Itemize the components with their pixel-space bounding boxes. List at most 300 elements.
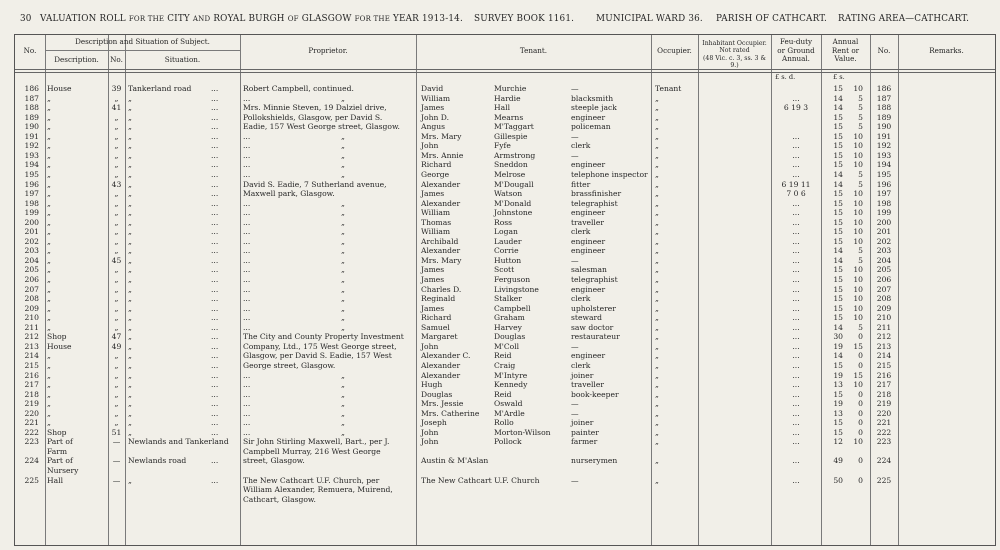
entry-rent-shillings: 5 — [858, 93, 863, 103]
entry-rent-pounds: 19 — [833, 370, 843, 380]
entry-proprietor: ... — [243, 265, 251, 275]
entry-feu-duty: ... — [792, 169, 800, 179]
entry-proprietor-ditto: „ — [341, 93, 345, 103]
entry-proprietor: ... — [243, 198, 251, 208]
entry-proprietor: George street, Glasgow. — [243, 360, 336, 370]
entry-feu-duty: ... — [792, 236, 800, 246]
entry-tenant-first: James — [421, 265, 445, 275]
entry-rent-shillings: 5 — [858, 322, 863, 332]
entry-leader: ... — [211, 93, 219, 103]
entry-tenant-first: Thomas — [421, 217, 452, 227]
entry-feu-duty: ... — [792, 275, 800, 284]
table-row — [15, 237, 995, 246]
entry-description: „ — [47, 160, 51, 170]
entry-proprietor: William Alexander, Remuera, Muirend, — [243, 485, 393, 495]
entry-feu-duty: ... — [792, 93, 800, 103]
entry-number: „ — [114, 160, 119, 170]
entry-situation: „ — [128, 475, 132, 485]
entry-number: „ — [114, 313, 119, 323]
entry-feu-duty: ... — [792, 208, 800, 218]
entry-leader: ... — [211, 275, 219, 284]
entry-occupier: „ — [655, 399, 659, 409]
entry-no: 192 — [24, 141, 39, 151]
entry-leader: ... — [211, 255, 219, 265]
entry-tenant-surname: Melrose — [494, 169, 526, 179]
entry-tenant-surname: M'Donald — [494, 198, 532, 208]
entry-no-right: 224 — [876, 456, 892, 466]
entry-no: 189 — [24, 112, 39, 122]
entry-feu-duty: ... — [792, 408, 800, 418]
entry-situation: Tankerland road — [128, 84, 192, 93]
entry-situation: „ — [128, 370, 132, 380]
entry-rent-shillings: 0 — [858, 360, 863, 370]
table-row — [15, 218, 995, 227]
entry-no: 203 — [24, 246, 39, 256]
entry-occupation: book-keeper — [571, 389, 619, 399]
entry-occupier: „ — [655, 198, 659, 208]
entry-no: 208 — [24, 294, 39, 304]
entry-occupation: upholsterer — [571, 303, 616, 313]
entry-no: 225 — [24, 475, 39, 485]
col-no: No. — [23, 46, 37, 55]
entry-description: „ — [47, 380, 51, 390]
entry-occupier: „ — [655, 122, 659, 132]
entry-occupation: steward — [571, 313, 602, 323]
entry-occupation: joiner — [571, 418, 594, 428]
entry-tenant-surname: Hutton — [494, 255, 522, 265]
entry-proprietor: ... — [243, 169, 251, 179]
entry-tenant-first: Alexander — [421, 370, 461, 380]
entry-tenant-surname: Ferguson — [494, 275, 531, 284]
table-row — [15, 456, 995, 465]
entry-no: 212 — [24, 332, 39, 342]
entry-feu-duty: ... — [792, 351, 800, 361]
entry-occupier: „ — [655, 408, 659, 418]
entry-feu-duty: ... — [792, 246, 800, 256]
entry-number: „ — [114, 303, 119, 313]
entry-leader: ... — [211, 399, 219, 409]
entry-proprietor: ... — [243, 255, 251, 265]
entry-description: „ — [47, 418, 51, 428]
entry-rent-pounds: 14 — [833, 322, 843, 332]
entry-rent-shillings: 10 — [853, 198, 863, 208]
entry-feu-duty: ... — [792, 303, 800, 313]
entry-proprietor-ditto: „ — [341, 141, 345, 151]
entry-no-right: 223 — [876, 437, 892, 447]
entry-number: „ — [114, 322, 119, 332]
entry-feu-duty: ... — [792, 284, 800, 294]
entry-proprietor: ... — [243, 427, 251, 437]
entry-rent-pounds: 14 — [833, 103, 843, 113]
entry-no-right: 209 — [876, 303, 892, 313]
entry-situation: „ — [128, 112, 132, 122]
table-row — [15, 84, 995, 93]
entry-rent-pounds: 30 — [833, 332, 843, 342]
entry-rent-shillings: 5 — [858, 255, 863, 265]
entry-leader: ... — [211, 360, 219, 370]
entry-description: „ — [47, 255, 51, 265]
valuation-table — [14, 34, 996, 546]
entry-tenant-first: Alexander — [421, 246, 461, 256]
entry-rent-shillings: 10 — [853, 227, 863, 237]
entry-number: 45 — [111, 255, 122, 265]
entry-rent-shillings: 5 — [858, 246, 863, 256]
entry-tenant-surname: Murchie — [494, 84, 527, 93]
entry-no-right: 192 — [876, 141, 892, 151]
entry-no: 221 — [24, 418, 39, 428]
entry-rent-pounds: 15 — [833, 427, 843, 437]
entry-proprietor-ditto: „ — [341, 370, 345, 380]
municipal-ward: MUNICIPAL WARD 36. — [596, 14, 703, 24]
entry-rent-pounds: 50 — [833, 475, 843, 485]
entry-occupation: engineer — [571, 284, 606, 294]
entry-tenant-surname: Sneddon — [494, 160, 528, 170]
entry-leader: ... — [211, 380, 219, 390]
entry-no-right: 204 — [876, 255, 892, 265]
entry-occupation: engineer — [571, 112, 606, 122]
entry-proprietor: ... — [243, 418, 251, 428]
col-group-description: Description and Situation of Subject. — [75, 37, 210, 46]
entry-leader: ... — [211, 351, 219, 361]
entry-rent-shillings: 0 — [858, 332, 863, 342]
entry-no-right: 198 — [876, 198, 892, 208]
entry-occupier: „ — [655, 389, 659, 399]
entry-proprietor-ditto: „ — [341, 198, 345, 208]
entry-occupation: — — [571, 84, 579, 93]
table-row — [15, 390, 995, 399]
entry-no-right: 203 — [876, 246, 892, 256]
entry-situation: „ — [128, 227, 132, 237]
entry-tenant-surname: Logan — [494, 227, 518, 237]
table-row — [15, 476, 995, 485]
entry-no-right: 214 — [876, 351, 892, 361]
entry-tenant-surname: Scott — [494, 265, 515, 275]
table-row — [15, 189, 995, 198]
entry-occupier: „ — [655, 236, 659, 246]
entry-no-right: 201 — [876, 227, 892, 237]
entry-proprietor: ... — [243, 236, 251, 246]
entry-feu-duty: ... — [792, 294, 800, 304]
entry-occupation: — — [571, 255, 579, 265]
entry-situation: „ — [128, 322, 132, 332]
entry-occupier: „ — [655, 246, 659, 256]
entry-number: 43 — [111, 179, 122, 189]
entry-rent-pounds: 19 — [833, 341, 843, 351]
entry-situation: „ — [128, 275, 132, 284]
entry-description: „ — [47, 122, 51, 132]
entry-occupier: „ — [655, 475, 659, 485]
entry-no: 222 — [24, 427, 39, 437]
table-row — [15, 304, 995, 313]
entry-no: 204 — [24, 255, 39, 265]
entry-proprietor: ... — [243, 303, 251, 313]
entry-no: 213 — [24, 341, 39, 351]
entry-occupation: engineer — [571, 351, 606, 361]
entry-situation: „ — [128, 246, 132, 256]
entry-number: „ — [114, 93, 119, 103]
entry-no-right: 199 — [876, 208, 892, 218]
entry-feu-duty: ... — [792, 198, 800, 208]
entry-number: „ — [114, 380, 119, 390]
entry-leader: ... — [211, 418, 219, 428]
entry-no-right: 225 — [876, 475, 892, 485]
entry-situation: „ — [128, 179, 132, 189]
entry-occupier: „ — [655, 351, 659, 361]
entry-proprietor: Company, Ltd., 175 West George street, — [243, 341, 397, 351]
entry-proprietor: ... — [243, 322, 251, 332]
entry-proprietor-ditto: „ — [341, 265, 345, 275]
entry-no-right: 210 — [876, 313, 892, 323]
entry-description: „ — [47, 198, 51, 208]
entry-rent-pounds: 19 — [833, 399, 843, 409]
entry-number: „ — [114, 389, 119, 399]
entry-leader: ... — [211, 303, 219, 313]
entry-rent-shillings: 10 — [853, 303, 863, 313]
entry-rent-shillings: 10 — [853, 236, 863, 246]
table-row — [15, 208, 995, 217]
entry-description: „ — [47, 131, 51, 141]
entry-no: 198 — [24, 198, 39, 208]
entry-description: Part of — [47, 456, 73, 466]
table-row — [15, 275, 995, 284]
entry-proprietor: ... — [243, 227, 251, 237]
entry-occupation: clerk — [571, 141, 591, 151]
entry-no-right: 196 — [876, 179, 892, 189]
entry-rent-pounds: 15 — [833, 284, 843, 294]
entry-no: 196 — [24, 179, 39, 189]
entry-rent-shillings: 0 — [858, 418, 863, 428]
entry-occupation: engineer — [571, 160, 606, 170]
entry-no-right: 191 — [876, 131, 892, 141]
entry-tenant-first: The New Cathcart U.F. Church — [421, 475, 540, 485]
entry-tenant-first: Douglas — [421, 389, 453, 399]
entry-proprietor-ditto: „ — [341, 236, 345, 246]
entry-description: „ — [47, 370, 51, 380]
entry-tenant-first: George — [421, 169, 450, 179]
entry-number: 39 — [111, 84, 122, 93]
entry-tenant-surname: Oswald — [494, 399, 523, 409]
entry-rent-shillings: 0 — [858, 456, 863, 466]
entry-number: „ — [114, 370, 119, 380]
entry-situation: „ — [128, 351, 132, 361]
entry-tenant-first: Samuel — [421, 322, 450, 332]
entry-tenant-first: Angus — [421, 122, 446, 132]
entry-occupation: steeple jack — [571, 103, 617, 113]
entry-tenant-first: Charles D. — [421, 284, 462, 294]
entry-tenant-first: Reginald — [421, 294, 456, 304]
entry-tenant-first: Richard — [421, 313, 452, 323]
entry-rent-shillings: 10 — [853, 284, 863, 294]
entry-occupier: „ — [655, 313, 659, 323]
entry-occupation: nurserymen — [571, 456, 618, 466]
entry-rent-pounds: 15 — [833, 303, 843, 313]
entry-tenant-surname: Kennedy — [494, 380, 528, 390]
entry-tenant-first: John — [421, 341, 439, 351]
entry-tenant-surname: M'Coll — [494, 341, 520, 351]
entry-feu-duty: ... — [792, 332, 800, 342]
entry-feu-duty: 6 19 3 — [783, 103, 809, 113]
table-row — [15, 342, 995, 351]
entry-rent-pounds: 15 — [833, 131, 843, 141]
entry-occupation: — — [571, 408, 579, 418]
entry-tenant-surname: Gillespie — [494, 131, 528, 141]
entry-tenant-surname: Watson — [494, 189, 523, 199]
entry-no: 215 — [24, 360, 39, 370]
entry-proprietor: ... — [243, 150, 251, 160]
entry-proprietor: Eadie, 157 West George street, Glasgow. — [243, 122, 400, 132]
entry-occupation: restaurateur — [571, 332, 620, 342]
survey-book: SURVEY BOOK 1161. — [474, 14, 575, 24]
entry-rent-pounds: 15 — [833, 122, 843, 132]
entry-leader: ... — [211, 217, 219, 227]
table-row — [15, 227, 995, 236]
table-row — [15, 418, 995, 427]
entry-occupier: „ — [655, 103, 659, 113]
entry-tenant-first: William — [421, 208, 451, 218]
entry-tenant-first: Hugh — [421, 380, 443, 390]
entry-number: „ — [114, 131, 119, 141]
entry-occupation: joiner — [571, 370, 594, 380]
entry-no: 220 — [24, 408, 39, 418]
entry-occupation: — — [571, 341, 579, 351]
table-row — [15, 141, 995, 150]
entry-no-right: 197 — [876, 189, 892, 199]
entry-tenant-surname: Fyfe — [494, 141, 511, 151]
entry-tenant-surname: Mearns — [494, 112, 524, 122]
entry-occupation: clerk — [571, 294, 591, 304]
entry-situation: „ — [128, 408, 132, 418]
entry-leader: ... — [211, 150, 219, 160]
table-row — [15, 160, 995, 169]
entry-proprietor-ditto: „ — [341, 255, 345, 265]
entry-tenant-first: Alexander — [421, 179, 461, 189]
entry-proprietor: The City and County Property Investment — [243, 332, 404, 342]
table-row — [15, 170, 995, 179]
entry-leader: ... — [211, 160, 219, 170]
entry-rent-pounds: 15 — [833, 112, 843, 122]
entry-occupation: painter — [571, 427, 599, 437]
entry-proprietor: The New Cathcart U.F. Church, per — [243, 475, 380, 485]
entry-tenant-first: Mrs. Annie — [421, 150, 464, 160]
entry-occupier: „ — [655, 208, 659, 218]
entry-no-right: 188 — [876, 103, 892, 113]
entry-occupier: „ — [655, 217, 659, 227]
entry-situation: „ — [128, 265, 132, 275]
entry-description: „ — [47, 265, 51, 275]
col-feu-duty: Feu-duty or Ground Annual. — [777, 37, 815, 64]
entry-tenant-first: Alexander — [421, 198, 461, 208]
entry-tenant-first: Mrs. Mary — [421, 255, 462, 265]
entry-occupier: „ — [655, 456, 659, 466]
entry-situation: „ — [128, 380, 132, 390]
col-proprietor: Proprietor. — [308, 46, 348, 55]
entry-tenant-surname: M'Ardle — [494, 408, 525, 418]
entry-occupation: engineer — [571, 208, 606, 218]
entry-proprietor-ditto: „ — [341, 284, 345, 294]
entry-situation: „ — [128, 189, 132, 199]
entry-no: 188 — [24, 103, 39, 113]
entry-no-right: 216 — [876, 370, 892, 380]
entry-tenant-surname: Armstrong — [494, 150, 536, 160]
entry-occupier: „ — [655, 265, 659, 275]
entry-no-right: 220 — [876, 408, 892, 418]
entry-proprietor-ditto: „ — [341, 303, 345, 313]
entry-proprietor: ... — [243, 284, 251, 294]
entry-leader: ... — [211, 84, 219, 93]
entry-leader: ... — [211, 227, 219, 237]
entry-tenant-surname: M'Taggart — [494, 122, 534, 132]
entry-situation: „ — [128, 122, 132, 132]
entry-occupier: „ — [655, 131, 659, 141]
entry-feu-duty: ... — [792, 437, 800, 447]
entry-leader: ... — [211, 198, 219, 208]
entry-number: „ — [114, 217, 119, 227]
entry-number: 47 — [111, 332, 122, 342]
entry-number: „ — [114, 399, 119, 409]
entry-feu-duty: ... — [792, 265, 800, 275]
entry-proprietor: ... — [243, 408, 251, 418]
entry-occupier: „ — [655, 360, 659, 370]
entry-feu-duty: ... — [792, 131, 800, 141]
entry-number: „ — [114, 169, 119, 179]
entry-no: 207 — [24, 284, 39, 294]
entry-description: „ — [47, 399, 51, 409]
entry-tenant-surname: Rollo — [494, 418, 514, 428]
entry-rent-pounds: 15 — [833, 265, 843, 275]
entry-no-right: 208 — [876, 294, 892, 304]
entry-situation: Newlands and Tankerland — [128, 437, 229, 447]
entry-occupier: „ — [655, 275, 659, 284]
entry-number: „ — [114, 265, 119, 275]
entry-situation: „ — [128, 341, 132, 351]
entry-occupier: „ — [655, 160, 659, 170]
entry-rent-shillings: 15 — [853, 341, 863, 351]
entry-occupation: — — [571, 399, 579, 409]
entry-no-right: 186 — [876, 84, 892, 93]
entry-tenant-surname: Campbell — [494, 303, 531, 313]
entry-tenant-first: Archibald — [421, 236, 459, 246]
entry-description: „ — [47, 360, 51, 370]
entry-situation: „ — [128, 103, 132, 113]
entry-occupation: engineer — [571, 236, 606, 246]
entry-proprietor: Sir John Stirling Maxwell, Bart., per J. — [243, 437, 390, 447]
entry-no-right: 193 — [876, 150, 892, 160]
col-remarks: Remarks. — [929, 46, 964, 55]
entry-proprietor: David S. Eadie, 7 Sutherland avenue, — [243, 179, 387, 189]
entry-occupier: „ — [655, 370, 659, 380]
entry-no: 217 — [24, 380, 39, 390]
entry-leader: ... — [211, 131, 219, 141]
entry-leader: ... — [211, 284, 219, 294]
entry-leader: ... — [211, 370, 219, 380]
entry-description: Part of — [47, 437, 73, 447]
entry-rent-shillings: 0 — [858, 475, 863, 485]
entry-description: „ — [47, 141, 51, 151]
entry-proprietor-ditto: „ — [341, 246, 345, 256]
entry-occupation: — — [571, 475, 579, 485]
col-inhabitant-occupier: Inhabitant Occupier. Not rated (48 Vic. c. 3, ss. 3 & 9.) — [702, 40, 767, 70]
entry-no: 197 — [24, 189, 39, 199]
entry-rent-pounds: 13 — [833, 408, 843, 418]
entry-proprietor: Campbell Murray, 216 West George — [243, 446, 381, 456]
entry-situation: „ — [128, 389, 132, 399]
entry-tenant-first: Austin & M'Aslan — [421, 456, 489, 466]
entry-occupation: telegraphist — [571, 198, 618, 208]
table-row — [15, 256, 995, 265]
entry-leader: ... — [211, 389, 219, 399]
entry-occupation: clerk — [571, 360, 591, 370]
entry-situation: „ — [128, 217, 132, 227]
